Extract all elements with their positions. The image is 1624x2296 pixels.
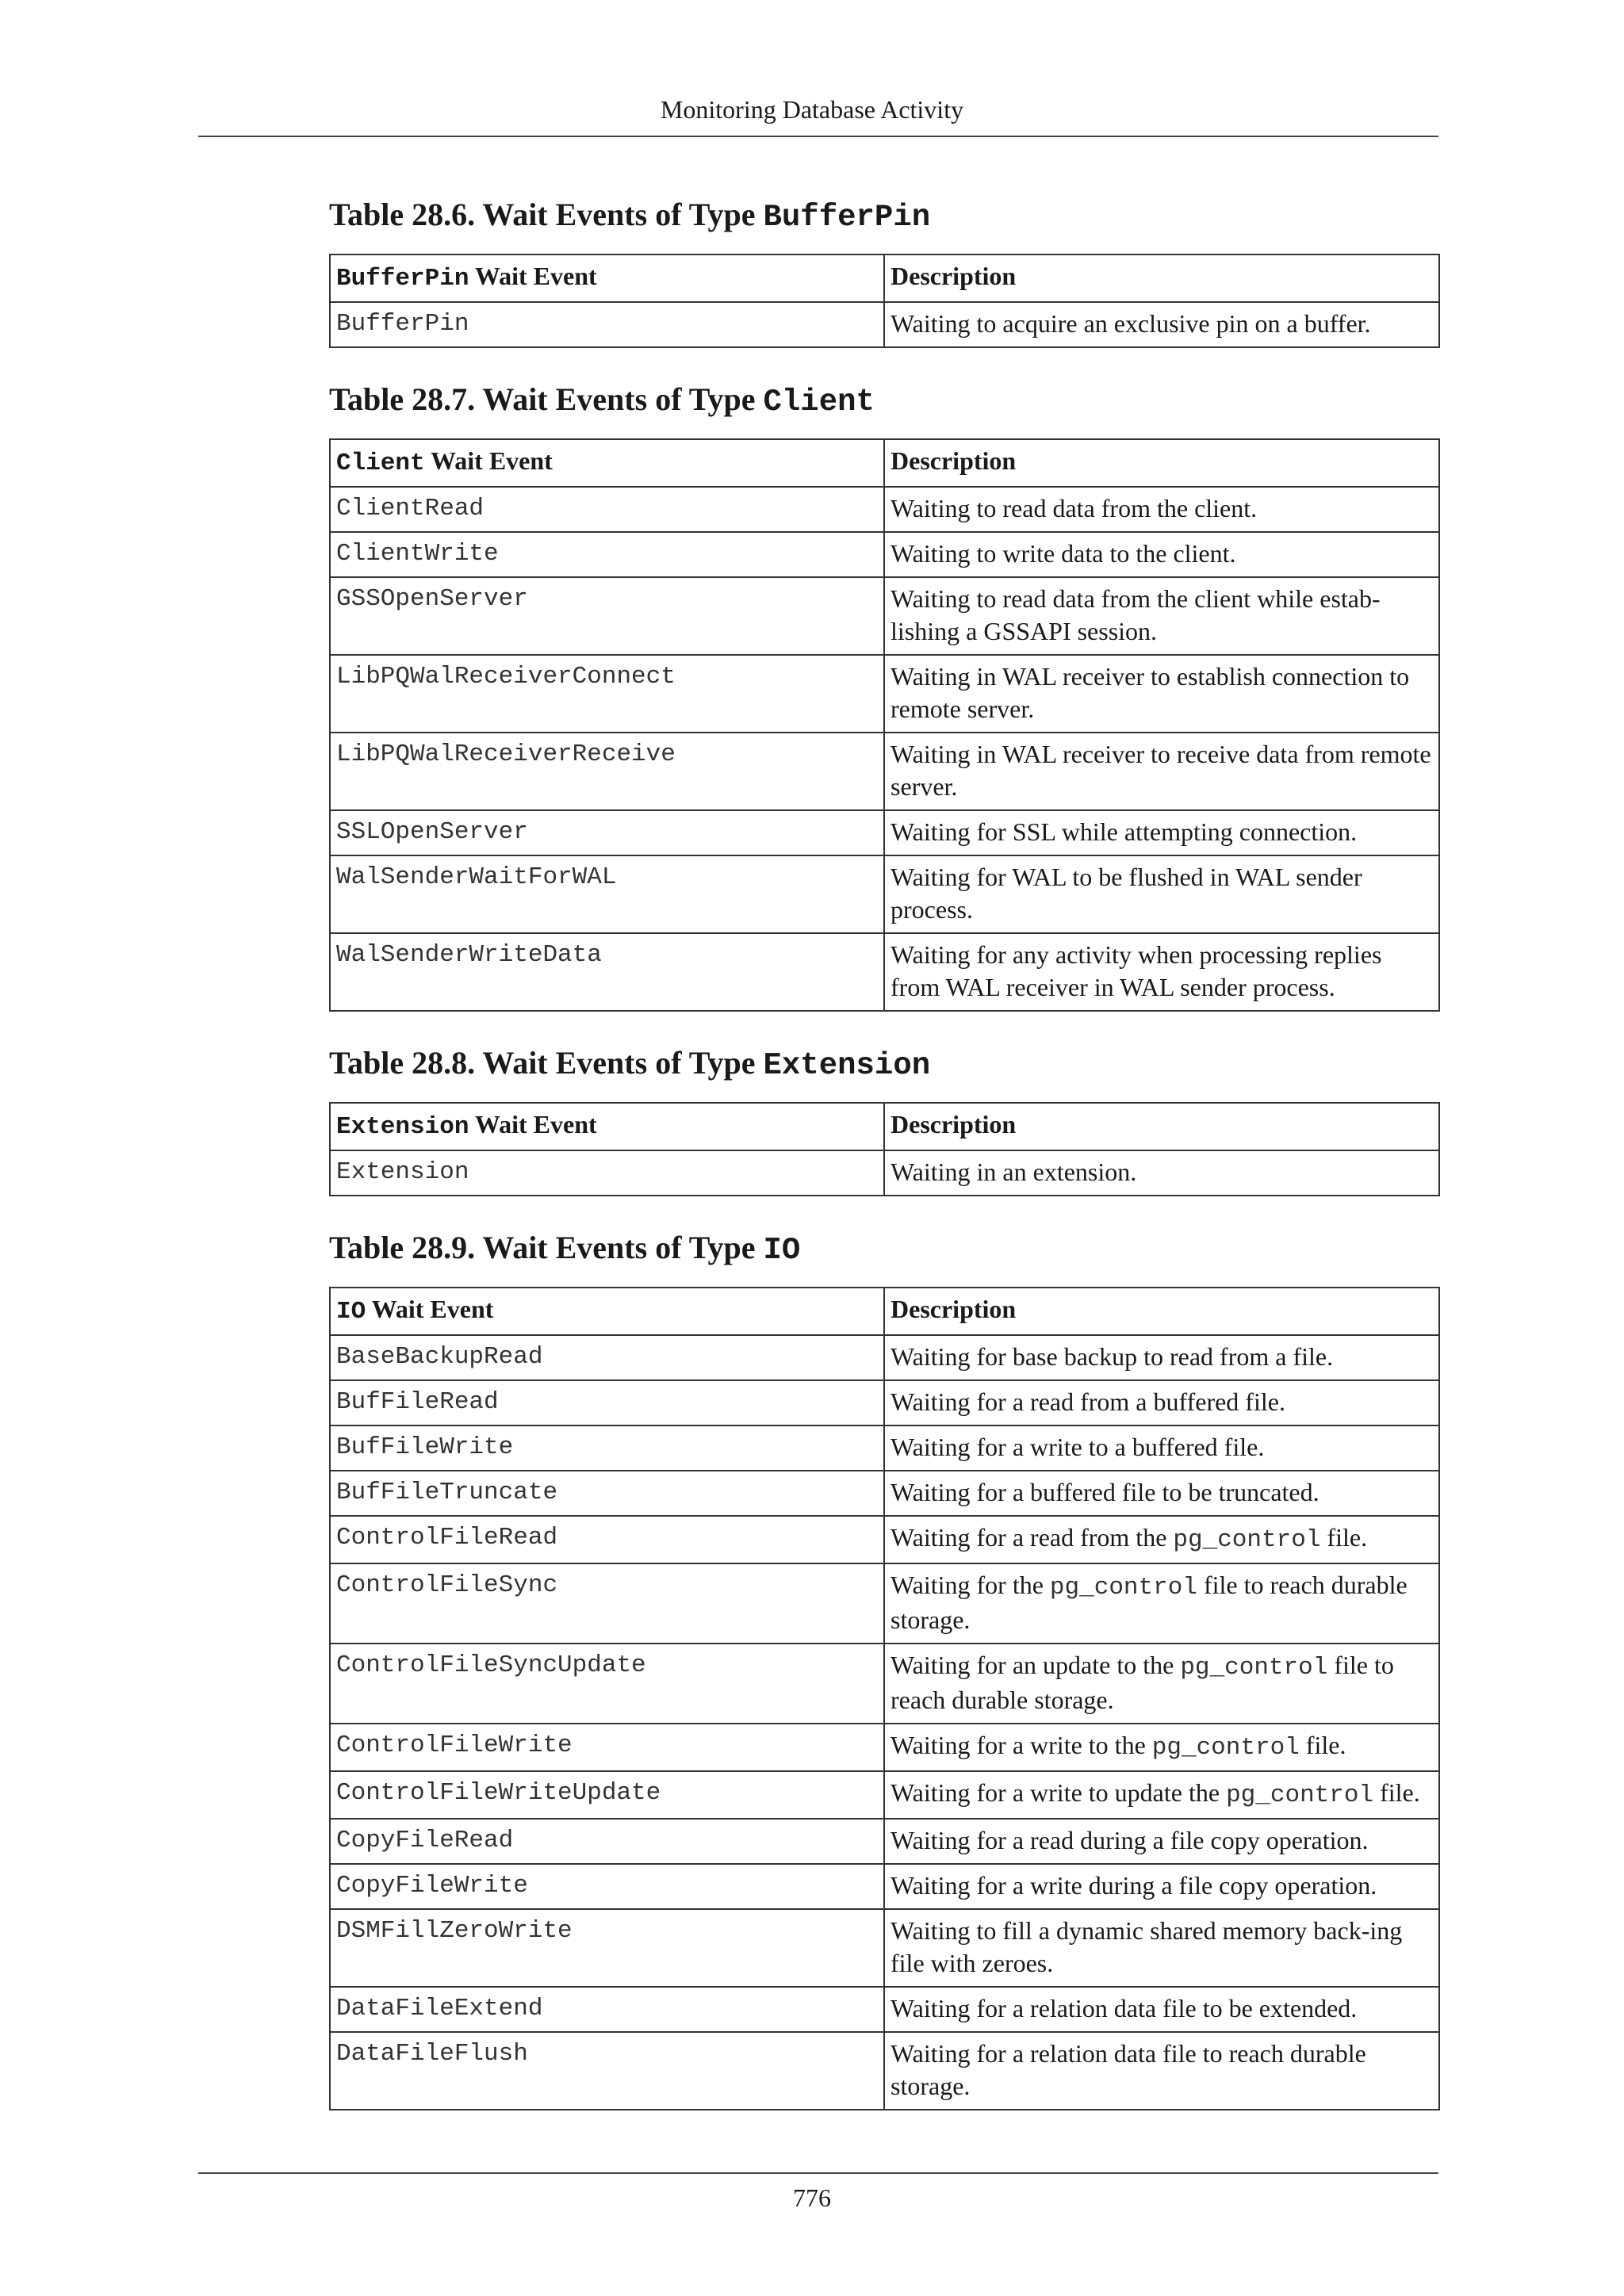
- table-row: [330, 1864, 1439, 1909]
- wait-event-description: [884, 1516, 1439, 1563]
- description-text: Waiting for the: [891, 1571, 1050, 1599]
- description-text: file to reach durable storage.: [891, 1651, 1394, 1714]
- column-header-description: Description: [884, 439, 1439, 487]
- description-text: Waiting for WAL to be flushed in WAL sender process.: [891, 863, 1362, 924]
- table-row: [330, 1987, 1439, 2032]
- table-row: [330, 1516, 1439, 1563]
- table-row: [330, 655, 1439, 733]
- column-header-wait-event: [330, 1288, 884, 1335]
- description-text: Waiting to fill a dynamic shared memory back-ing file with zeroes.: [891, 1916, 1403, 1977]
- column-header-description: Description: [884, 1288, 1439, 1335]
- wait-event-description: [884, 577, 1439, 655]
- column-header-wait-event: [330, 1103, 884, 1150]
- header-rule: [198, 136, 1438, 137]
- wait-event-name: BufFileRead: [330, 1380, 884, 1425]
- column-header-wait-event: [330, 254, 884, 302]
- wait-event-description: [884, 1150, 1439, 1196]
- inline-code: pg_control: [1226, 1781, 1374, 1809]
- table-title: [329, 187, 1438, 243]
- table-row: [330, 1644, 1439, 1724]
- running-header: Monitoring Database Activity: [660, 95, 964, 124]
- wait-event-name: GSSOpenServer: [330, 577, 884, 655]
- description-text: Waiting for a write during a file copy operation.: [891, 1871, 1377, 1900]
- inline-code: pg_control: [1180, 1654, 1328, 1682]
- wait-event-description: [884, 1335, 1439, 1380]
- inline-code: pg_control: [1173, 1526, 1321, 1554]
- description-text: Waiting to write data to the client.: [891, 539, 1236, 568]
- wait-event-description: [884, 532, 1439, 577]
- description-text: file.: [1320, 1523, 1368, 1552]
- table-title-text: Table 28.7. Wait Events of Type: [329, 381, 764, 417]
- table-title: [329, 1220, 1438, 1276]
- wait-event-name: ControlFileWriteUpdate: [330, 1771, 884, 1819]
- description-text: Waiting to acquire an exclusive pin on a buffer.: [891, 309, 1371, 338]
- table-row: [330, 1724, 1439, 1771]
- wait-event-description: [884, 1471, 1439, 1516]
- table-row: [330, 577, 1439, 655]
- page-number: 776: [793, 2183, 831, 2212]
- table-row: [330, 1335, 1439, 1380]
- wait-event-name: BufferPin: [330, 302, 884, 347]
- table-row: [330, 810, 1439, 855]
- description-text: Waiting for a read from a buffered file.: [891, 1387, 1285, 1416]
- column-header-description: Description: [884, 254, 1439, 302]
- table-title-code: Client: [763, 385, 875, 419]
- wait-event-description: [884, 487, 1439, 532]
- inline-code: pg_control: [1151, 1734, 1300, 1762]
- description-text: Waiting in an extension.: [891, 1158, 1137, 1186]
- wait-event-description: [884, 733, 1439, 810]
- table-row: [330, 1563, 1439, 1644]
- description-text: Waiting for a write to the: [891, 1731, 1152, 1759]
- table-row: [330, 1380, 1439, 1425]
- wait-event-description: [884, 1819, 1439, 1864]
- column-header-label: Wait Event: [469, 1110, 597, 1138]
- page-content: [329, 187, 1438, 2134]
- description-text: Waiting for a buffered file to be truncated.: [891, 1478, 1320, 1506]
- table-row: [330, 1471, 1439, 1516]
- table-row: [330, 1150, 1439, 1196]
- wait-event-description: [884, 302, 1439, 347]
- wait-event-name: BufFileTruncate: [330, 1471, 884, 1516]
- table-row: [330, 2032, 1439, 2110]
- wait-event-name: BaseBackupRead: [330, 1335, 884, 1380]
- description-text: Waiting for a write to a buffered file.: [891, 1433, 1265, 1461]
- description-text: file.: [1373, 1778, 1420, 1807]
- table-row: [330, 933, 1439, 1011]
- wait-event-description: [884, 1909, 1439, 1987]
- column-header-code: Client: [336, 450, 425, 477]
- wait-event-name: BufFileWrite: [330, 1425, 884, 1471]
- wait-event-description: [884, 1771, 1439, 1819]
- table-row: [330, 1425, 1439, 1471]
- description-text: Waiting for a write to update the: [891, 1778, 1227, 1807]
- wait-event-name: SSLOpenServer: [330, 810, 884, 855]
- description-text: Waiting for a relation data file to be extended.: [891, 1994, 1358, 2022]
- wait-events-table: [329, 1102, 1440, 1196]
- wait-event-name: ControlFileSyncUpdate: [330, 1644, 884, 1724]
- column-header-label: Wait Event: [469, 262, 597, 290]
- wait-event-name: WalSenderWaitForWAL: [330, 855, 884, 933]
- table-row: [330, 302, 1439, 347]
- wait-event-description: [884, 855, 1439, 933]
- table-title: [329, 1035, 1438, 1091]
- table-header-row: [330, 254, 1439, 302]
- table-row: [330, 733, 1439, 810]
- column-header-label: Wait Event: [366, 1295, 494, 1323]
- wait-event-description: [884, 655, 1439, 733]
- wait-events-table: [329, 254, 1440, 348]
- description-text: Waiting for SSL while attempting connection.: [891, 817, 1358, 846]
- table-row: [330, 532, 1439, 577]
- wait-event-name: ControlFileRead: [330, 1516, 884, 1563]
- wait-event-name: LibPQWalReceiverConnect: [330, 655, 884, 733]
- table-title-text: Table 28.8. Wait Events of Type: [329, 1045, 764, 1081]
- table-row: [330, 1909, 1439, 1987]
- table-title-code: IO: [763, 1233, 801, 1268]
- footer-rule: [198, 2172, 1438, 2174]
- wait-event-name: DataFileFlush: [330, 2032, 884, 2110]
- wait-event-description: [884, 933, 1439, 1011]
- wait-event-name: LibPQWalReceiverReceive: [330, 733, 884, 810]
- description-text: Waiting for any activity when processing replies from WAL receiver in WAL sender process.: [891, 940, 1382, 1001]
- wait-event-description: [884, 1563, 1439, 1644]
- table-row: [330, 855, 1439, 933]
- description-text: Waiting for a relation data file to reach durable storage.: [891, 2039, 1366, 2100]
- description-text: Waiting for an update to the: [891, 1651, 1181, 1679]
- wait-events-table: [329, 438, 1440, 1012]
- inline-code: pg_control: [1049, 1574, 1197, 1601]
- table-title-text: Table 28.9. Wait Events of Type: [329, 1230, 764, 1265]
- table-row: [330, 1819, 1439, 1864]
- description-text: Waiting for base backup to read from a file.: [891, 1342, 1334, 1371]
- description-text: Waiting in WAL receiver to establish connection to remote server.: [891, 662, 1410, 723]
- column-header-description: Description: [884, 1103, 1439, 1150]
- table-title: [329, 372, 1438, 427]
- column-header-code: BufferPin: [336, 265, 469, 293]
- wait-event-name: ClientWrite: [330, 532, 884, 577]
- wait-event-name: DataFileExtend: [330, 1987, 884, 2032]
- table-title-text: Table 28.6. Wait Events of Type: [329, 197, 764, 232]
- wait-event-description: [884, 1380, 1439, 1425]
- table-header-row: [330, 439, 1439, 487]
- description-text: file.: [1299, 1731, 1346, 1759]
- wait-event-description: [884, 1987, 1439, 2032]
- wait-event-description: [884, 1864, 1439, 1909]
- description-text: file to reach durable storage.: [891, 1571, 1408, 1634]
- wait-event-name: Extension: [330, 1150, 884, 1196]
- column-header-wait-event: [330, 439, 884, 487]
- wait-event-name: CopyFileRead: [330, 1819, 884, 1864]
- table-row: [330, 487, 1439, 532]
- wait-event-name: ClientRead: [330, 487, 884, 532]
- description-text: Waiting to read data from the client.: [891, 494, 1258, 522]
- wait-event-name: ControlFileWrite: [330, 1724, 884, 1771]
- description-text: Waiting for a read during a file copy operation.: [891, 1826, 1369, 1854]
- column-header-code: IO: [336, 1298, 366, 1326]
- table-title-code: BufferPin: [763, 200, 931, 235]
- wait-event-name: ControlFileSync: [330, 1563, 884, 1644]
- description-text: Waiting to read data from the client while estab-lishing a GSSAPI session.: [891, 584, 1381, 645]
- wait-event-name: CopyFileWrite: [330, 1864, 884, 1909]
- wait-event-description: [884, 1644, 1439, 1724]
- wait-event-name: WalSenderWriteData: [330, 933, 884, 1011]
- wait-event-description: [884, 810, 1439, 855]
- table-title-code: Extension: [763, 1048, 931, 1083]
- wait-events-table: [329, 1287, 1440, 2110]
- table-row: [330, 1771, 1439, 1819]
- wait-event-description: [884, 2032, 1439, 2110]
- column-header-code: Extension: [336, 1113, 469, 1141]
- description-text: Waiting for a read from the: [891, 1523, 1174, 1552]
- wait-event-description: [884, 1724, 1439, 1771]
- column-header-label: Wait Event: [424, 446, 553, 475]
- wait-event-name: DSMFillZeroWrite: [330, 1909, 884, 1987]
- table-header-row: [330, 1103, 1439, 1150]
- wait-event-description: [884, 1425, 1439, 1471]
- table-header-row: [330, 1288, 1439, 1335]
- description-text: Waiting in WAL receiver to receive data from remote server.: [891, 740, 1431, 801]
